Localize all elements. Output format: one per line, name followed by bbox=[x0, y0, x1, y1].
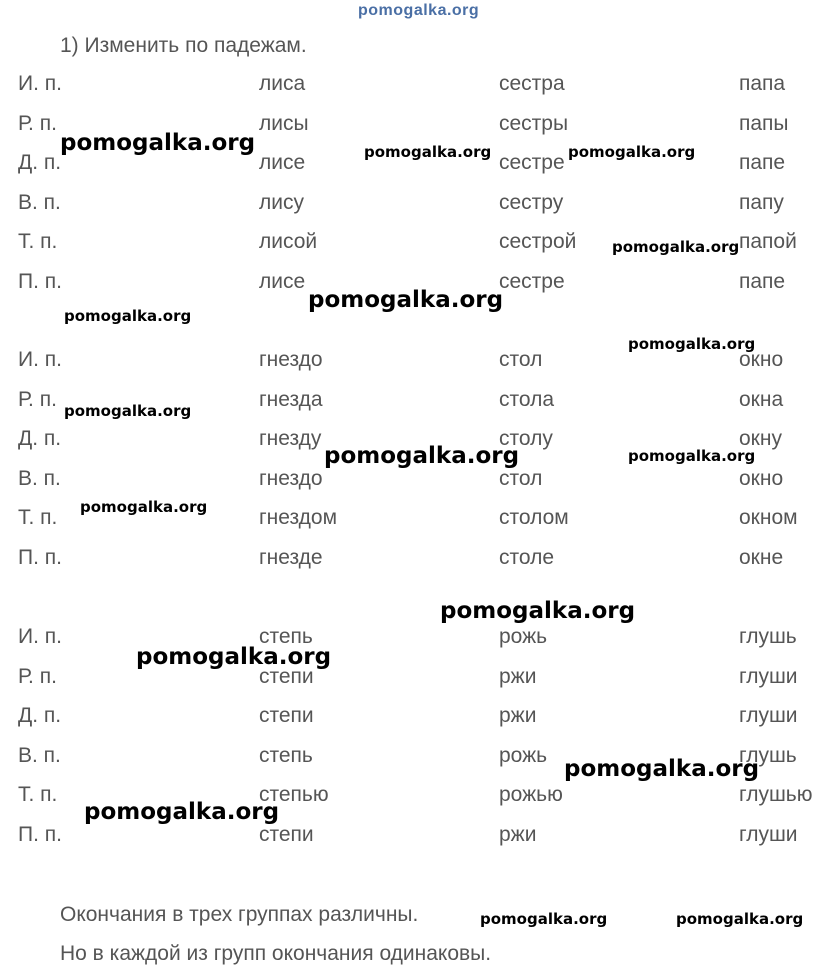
watermark: pomogalka.org bbox=[64, 307, 192, 325]
word-col-3: глушь bbox=[739, 625, 797, 648]
word-col-1: гнездо bbox=[259, 467, 323, 490]
word-col-3: окном bbox=[739, 506, 798, 529]
word-col-1: степи bbox=[259, 704, 314, 727]
watermark: pomogalka.org bbox=[480, 910, 608, 928]
word-col-2: рожь bbox=[499, 625, 548, 648]
watermark: pomogalka.org bbox=[628, 447, 756, 465]
watermark: pomogalka.org bbox=[308, 287, 504, 313]
word-col-1: степь bbox=[259, 744, 313, 767]
word-col-1: гнезде bbox=[259, 546, 323, 569]
word-col-3: папе bbox=[739, 270, 786, 293]
word-col-1: степь bbox=[259, 625, 313, 648]
word-col-2: столе bbox=[499, 546, 555, 569]
word-col-2: сестру bbox=[499, 191, 564, 214]
watermark: pomogalka.org bbox=[568, 143, 696, 161]
case-label: И. п. bbox=[18, 72, 62, 95]
case-label: П. п. bbox=[18, 270, 62, 293]
word-col-1: лисе bbox=[259, 151, 306, 174]
word-col-1: степью bbox=[259, 783, 329, 806]
case-label: Д. п. bbox=[18, 704, 62, 727]
site-header-watermark: pomogalka.org bbox=[358, 2, 480, 19]
conclusion-line-1: Окончания в трех группах различны. bbox=[60, 903, 419, 926]
word-col-3: глушь bbox=[739, 744, 797, 767]
case-label: Р. п. bbox=[18, 112, 57, 135]
word-col-3: окне bbox=[739, 546, 784, 569]
word-col-1: лисе bbox=[259, 270, 306, 293]
watermark: pomogalka.org bbox=[60, 130, 256, 156]
watermark: pomogalka.org bbox=[440, 598, 636, 624]
word-col-2: рожью bbox=[499, 783, 563, 806]
watermark: pomogalka.org bbox=[84, 799, 280, 825]
case-label: П. п. bbox=[18, 546, 62, 569]
case-label: Р. п. bbox=[18, 388, 57, 411]
watermark: pomogalka.org bbox=[64, 402, 192, 420]
case-label: В. п. bbox=[18, 191, 61, 214]
case-label: Д. п. bbox=[18, 427, 62, 450]
watermark: pomogalka.org bbox=[628, 335, 756, 353]
case-label: И. п. bbox=[18, 348, 62, 371]
word-col-3: окно bbox=[739, 467, 784, 490]
case-label: П. п. bbox=[18, 823, 62, 846]
word-col-2: стол bbox=[499, 467, 543, 490]
case-label: Т. п. bbox=[18, 783, 58, 806]
word-col-2: столу bbox=[499, 427, 553, 450]
word-col-3: глуши bbox=[739, 823, 798, 846]
watermark: pomogalka.org bbox=[364, 143, 492, 161]
word-col-2: стол bbox=[499, 348, 543, 371]
word-col-1: лиса bbox=[259, 72, 306, 95]
word-col-2: ржи bbox=[499, 665, 537, 688]
word-col-2: стола bbox=[499, 388, 555, 411]
task-title: 1) Изменить по падежам. bbox=[60, 34, 307, 57]
word-col-3: папой bbox=[739, 230, 797, 253]
watermark: pomogalka.org bbox=[136, 644, 332, 670]
word-col-2: сестре bbox=[499, 151, 565, 174]
word-col-2: сестрой bbox=[499, 230, 577, 253]
word-col-3: окна bbox=[739, 388, 784, 411]
word-col-1: гнездо bbox=[259, 348, 323, 371]
word-col-1: лисы bbox=[259, 112, 309, 135]
case-label: Д. п. bbox=[18, 151, 62, 174]
watermark: pomogalka.org bbox=[80, 498, 208, 516]
word-col-2: сестра bbox=[499, 72, 565, 95]
word-col-3: папу bbox=[739, 191, 784, 214]
word-col-1: гнездом bbox=[259, 506, 338, 529]
word-col-1: гнезду bbox=[259, 427, 322, 450]
watermark: pomogalka.org bbox=[324, 443, 520, 469]
word-col-2: сестре bbox=[499, 270, 565, 293]
word-col-3: папы bbox=[739, 112, 789, 135]
word-col-1: гнезда bbox=[259, 388, 323, 411]
word-col-1: степи bbox=[259, 823, 314, 846]
word-col-3: окно bbox=[739, 348, 784, 371]
word-col-3: папе bbox=[739, 151, 786, 174]
word-col-3: папа bbox=[739, 72, 786, 95]
word-col-3: глушью bbox=[739, 783, 813, 806]
word-col-2: сестры bbox=[499, 112, 569, 135]
word-col-2: ржи bbox=[499, 704, 537, 727]
word-col-1: лисой bbox=[259, 230, 318, 253]
word-col-1: лису bbox=[259, 191, 304, 214]
word-col-3: окну bbox=[739, 427, 782, 450]
case-label: Р. п. bbox=[18, 665, 57, 688]
word-col-3: глуши bbox=[739, 704, 798, 727]
watermark: pomogalka.org bbox=[564, 756, 760, 782]
word-col-3: глуши bbox=[739, 665, 798, 688]
case-label: Т. п. bbox=[18, 230, 58, 253]
watermark: pomogalka.org bbox=[612, 238, 740, 256]
case-label: И. п. bbox=[18, 625, 62, 648]
case-label: В. п. bbox=[18, 744, 61, 767]
conclusion-line-2: Но в каждой из групп окончания одинаковы. bbox=[60, 942, 492, 965]
word-col-2: рожь bbox=[499, 744, 548, 767]
case-label: Т. п. bbox=[18, 506, 58, 529]
word-col-2: столом bbox=[499, 506, 569, 529]
word-col-2: ржи bbox=[499, 823, 537, 846]
word-col-1: степи bbox=[259, 665, 314, 688]
watermark: pomogalka.org bbox=[676, 910, 804, 928]
case-label: В. п. bbox=[18, 467, 61, 490]
